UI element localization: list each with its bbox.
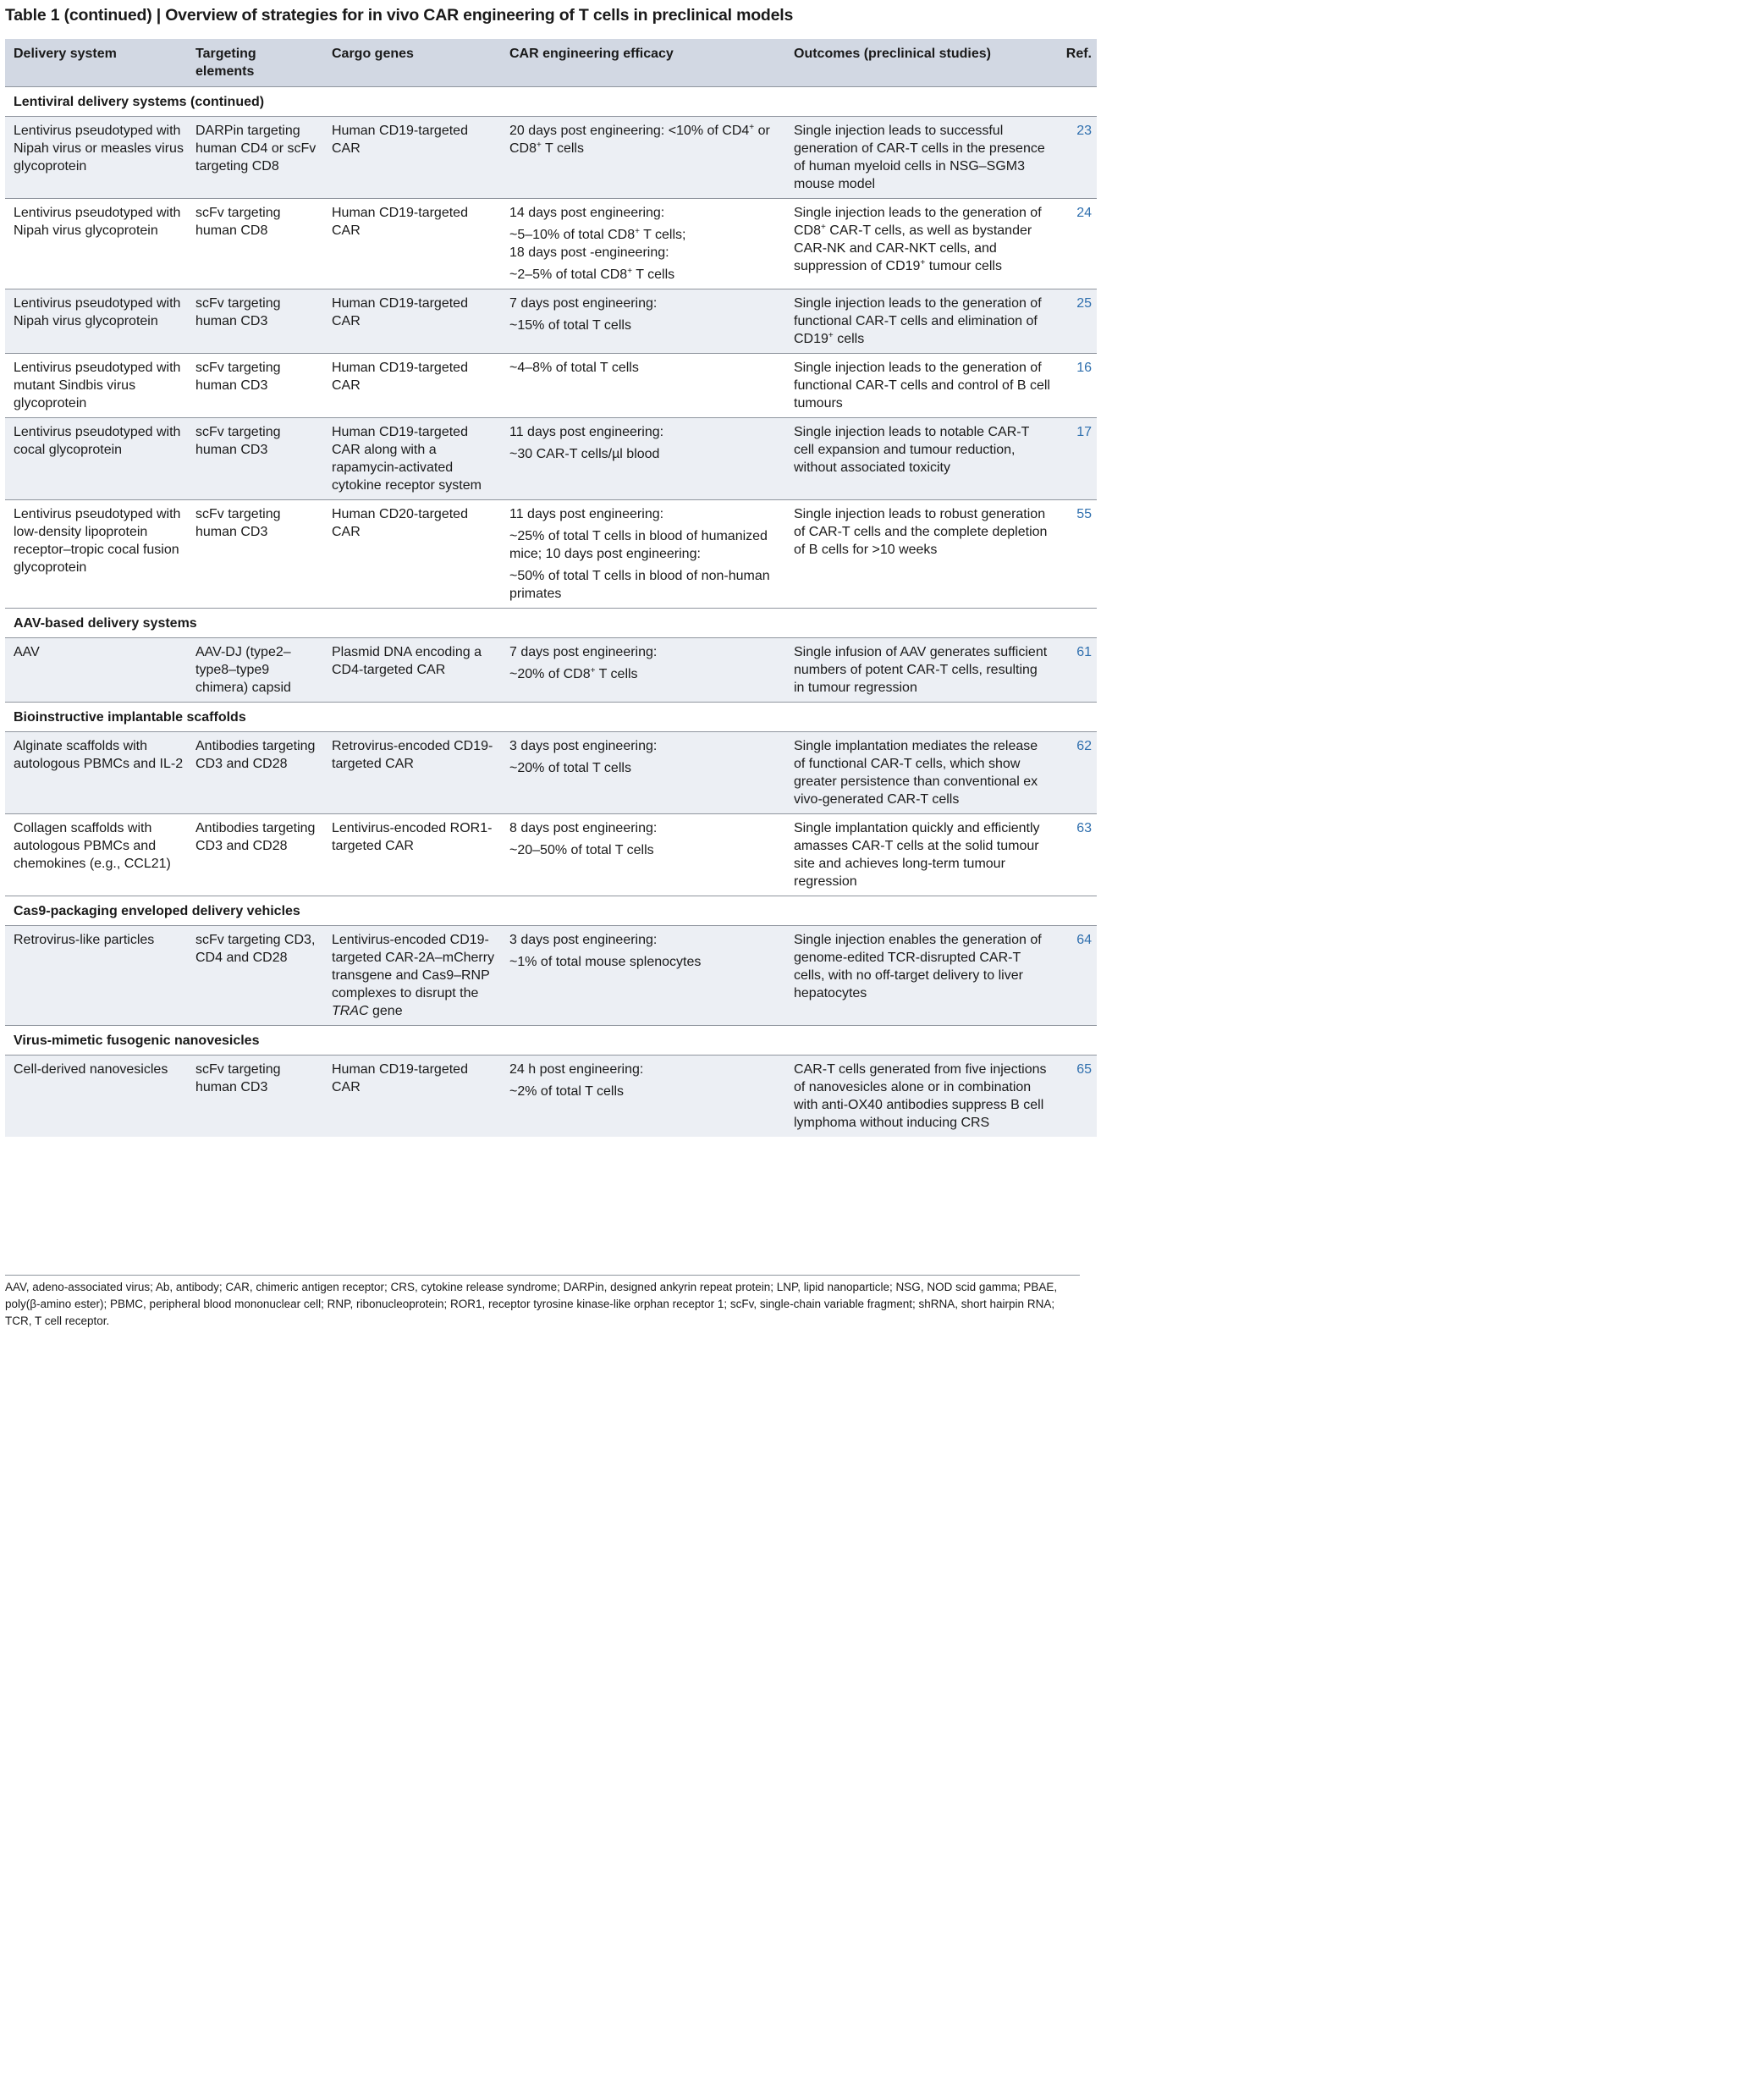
cell-cargo-genes: Human CD20-targeted CAR bbox=[323, 500, 501, 609]
table-row bbox=[5, 732, 1097, 814]
cell-cargo-genes: Retrovirus-encoded CD19-targeted CAR bbox=[323, 732, 501, 814]
cell-delivery-system: Lentivirus pseudotyped with cocal glycoprotein bbox=[5, 418, 187, 500]
cell-targeting-elements: scFv targeting human CD3 bbox=[187, 1056, 323, 1138]
cell-efficacy: 7 days post engineering: ~20% of CD8+ T cells bbox=[501, 638, 785, 703]
section-nanovesicles: Virus-mimetic fusogenic nanovesicles bbox=[5, 1026, 1097, 1056]
cell-outcome: Single injection leads to notable CAR-T cell expansion and tumour reduction, without associated toxicity bbox=[785, 418, 1054, 500]
table-row bbox=[5, 117, 1097, 199]
cell-outcome: Single implantation quickly and efficiently amasses CAR-T cells at the solid tumour site and achieves long-term tumour regression bbox=[785, 814, 1054, 896]
cell-cargo-genes: Human CD19-targeted CAR bbox=[323, 354, 501, 418]
section-aav: AAV-based delivery systems bbox=[5, 609, 1097, 638]
table-footnote: AAV, adeno-associated virus; Ab, antibody; CAR, chimeric antigen receptor; CRS, cytokine release syndrome; DARPin, designed ankyrin repeat protein; LNP, lipid nanoparticle; NSG, NOD scid gamma; PBAE, poly(β-amino ester); PBMC, peripheral blood mononuclear cell; RNP, ribonucleoprotein; ROR1, receptor tyrosine kinase-like orphan receptor 1; scFv, single-chain variable fragment; shRNA, short hairpin RNA; TCR, T cell receptor. bbox=[5, 1275, 1080, 1330]
cell-efficacy: 11 days post engineering: ~25% of total T cells in blood of humanized mice; 10 days post engineering: ~50% of total T cells in blood of non-human primates bbox=[501, 500, 785, 609]
header-outcomes: Outcomes (preclinical studies) bbox=[794, 47, 991, 61]
cell-targeting-elements: AAV-DJ (type2–type8–type9 chimera) capsid bbox=[187, 638, 323, 703]
header-ref: Ref. bbox=[1065, 47, 1092, 61]
cell-delivery-system: Collagen scaffolds with autologous PBMCs and chemokines (e.g., CCL21) bbox=[5, 814, 187, 896]
cell-delivery-system: Lentivirus pseudotyped with low-density lipoprotein receptor–tropic cocal fusion glycoprotein bbox=[5, 500, 187, 609]
cell-cargo-genes: Plasmid DNA encoding a CD4-targeted CAR bbox=[323, 638, 501, 703]
cell-delivery-system: Retrovirus-like particles bbox=[5, 926, 187, 1026]
cell-targeting-elements: Antibodies targeting CD3 and CD28 bbox=[187, 814, 323, 896]
cell-outcome: Single injection leads to robust generation of CAR-T cells and the complete depletion of B cells for >10 weeks bbox=[785, 500, 1054, 609]
ref-link[interactable]: 16 bbox=[1054, 354, 1097, 418]
cell-outcome: Single injection leads to successful generation of CAR-T cells in the presence of human myeloid cells in NSG–SGM3 mouse model bbox=[785, 117, 1054, 199]
ref-link[interactable]: 25 bbox=[1054, 289, 1097, 354]
cell-efficacy: 3 days post engineering: ~20% of total T cells bbox=[501, 732, 785, 814]
table-row bbox=[5, 926, 1097, 1026]
cell-outcome: Single injection leads to the generation of functional CAR-T cells and elimination of CD19+ cells bbox=[785, 289, 1054, 354]
ref-link[interactable]: 63 bbox=[1054, 814, 1097, 896]
cell-cargo-genes: Human CD19-targeted CAR bbox=[323, 289, 501, 354]
strategies-table bbox=[5, 39, 1097, 1137]
section-row bbox=[5, 896, 1097, 926]
cell-outcome: Single injection leads to the generation of CD8+ CAR-T cells, as well as bystander CAR-NK and CAR-NKT cells, and suppression of CD19+ tumour cells bbox=[785, 199, 1054, 289]
cell-targeting-elements: DARPin targeting human CD4 or scFv targeting CD8 bbox=[187, 117, 323, 199]
ref-link[interactable]: 65 bbox=[1054, 1056, 1097, 1138]
header-cargo-genes: Cargo genes bbox=[332, 47, 414, 61]
section-row bbox=[5, 609, 1097, 638]
cell-targeting-elements: scFv targeting human CD3 bbox=[187, 354, 323, 418]
cell-targeting-elements: scFv targeting human CD3 bbox=[187, 500, 323, 609]
table-row bbox=[5, 418, 1097, 500]
header-targeting-elements: Targeting elements bbox=[195, 47, 256, 79]
table-row bbox=[5, 289, 1097, 354]
table-row bbox=[5, 1056, 1097, 1138]
table-row bbox=[5, 500, 1097, 609]
section-scaffolds: Bioinstructive implantable scaffolds bbox=[5, 703, 1097, 732]
header-delivery-system: Delivery system bbox=[14, 47, 117, 61]
cell-cargo-genes: Lentivirus-encoded CD19-targeted CAR-2A–mCherry transgene and Cas9–RNP complexes to disrupt the TRAC gene bbox=[323, 926, 501, 1026]
cell-efficacy: 11 days post engineering: ~30 CAR-T cells/µl blood bbox=[501, 418, 785, 500]
ref-link[interactable]: 62 bbox=[1054, 732, 1097, 814]
cell-efficacy: 7 days post engineering: ~15% of total T cells bbox=[501, 289, 785, 354]
cell-cargo-genes: Lentivirus-encoded ROR1-targeted CAR bbox=[323, 814, 501, 896]
cell-efficacy: 20 days post engineering: <10% of CD4+ or CD8+ T cells bbox=[501, 117, 785, 199]
header-car-engineering-efficacy: CAR engineering efficacy bbox=[509, 47, 674, 61]
cell-cargo-genes: Human CD19-targeted CAR along with a rapamycin-activated cytokine receptor system bbox=[323, 418, 501, 500]
cell-efficacy: 3 days post engineering: ~1% of total mouse splenocytes bbox=[501, 926, 785, 1026]
cell-targeting-elements: Antibodies targeting CD3 and CD28 bbox=[187, 732, 323, 814]
table-row bbox=[5, 638, 1097, 703]
ref-link[interactable]: 24 bbox=[1054, 199, 1097, 289]
cell-delivery-system: Lentivirus pseudotyped with Nipah virus glycoprotein bbox=[5, 199, 187, 289]
cell-delivery-system: Lentivirus pseudotyped with Nipah virus glycoprotein bbox=[5, 289, 187, 354]
ref-link[interactable]: 17 bbox=[1054, 418, 1097, 500]
ref-link[interactable]: 55 bbox=[1054, 500, 1097, 609]
ref-link[interactable]: 64 bbox=[1054, 926, 1097, 1026]
cell-cargo-genes: Human CD19-targeted CAR bbox=[323, 199, 501, 289]
cell-targeting-elements: scFv targeting human CD3 bbox=[187, 418, 323, 500]
cell-outcome: Single injection enables the generation of genome-edited TCR-disrupted CAR-T cells, with no off-target delivery to liver hepatocytes bbox=[785, 926, 1054, 1026]
ref-link[interactable]: 61 bbox=[1054, 638, 1097, 703]
cell-cargo-genes: Human CD19-targeted CAR bbox=[323, 117, 501, 199]
section-cas9: Cas9-packaging enveloped delivery vehicles bbox=[5, 896, 1097, 926]
table-row bbox=[5, 354, 1097, 418]
section-lentiviral: Lentiviral delivery systems (continued) bbox=[5, 87, 1097, 117]
cell-outcome: CAR-T cells generated from five injections of nanovesicles alone or in combination with anti-OX40 antibodies suppress B cell lymphoma without inducing CRS bbox=[785, 1056, 1054, 1138]
cell-delivery-system: AAV bbox=[5, 638, 187, 703]
section-row bbox=[5, 87, 1097, 117]
table-row bbox=[5, 814, 1097, 896]
header-row bbox=[5, 39, 1097, 87]
cell-delivery-system: Lentivirus pseudotyped with mutant Sindbis virus glycoprotein bbox=[5, 354, 187, 418]
cell-delivery-system: Alginate scaffolds with autologous PBMCs and IL-2 bbox=[5, 732, 187, 814]
cell-efficacy: 8 days post engineering: ~20–50% of total T cells bbox=[501, 814, 785, 896]
page bbox=[0, 0, 1100, 1327]
table-row bbox=[5, 199, 1097, 289]
table-title: Table 1 (continued) | Overview of strategies for in vivo CAR engineering of T cells in preclinical models bbox=[5, 6, 794, 25]
cell-delivery-system: Lentivirus pseudotyped with Nipah virus or measles virus glycoprotein bbox=[5, 117, 187, 199]
cell-outcome: Single injection leads to the generation of functional CAR-T cells and control of B cell tumours bbox=[785, 354, 1054, 418]
cell-targeting-elements: scFv targeting human CD8 bbox=[187, 199, 323, 289]
ref-link[interactable]: 23 bbox=[1054, 117, 1097, 199]
cell-cargo-genes: Human CD19-targeted CAR bbox=[323, 1056, 501, 1138]
section-row bbox=[5, 703, 1097, 732]
cell-outcome: Single implantation mediates the release of functional CAR-T cells, which show greater persistence than conventional ex vivo-generated CAR-T cells bbox=[785, 732, 1054, 814]
cell-targeting-elements: scFv targeting human CD3 bbox=[187, 289, 323, 354]
cell-efficacy: 24 h post engineering: ~2% of total T cells bbox=[501, 1056, 785, 1138]
cell-delivery-system: Cell-derived nanovesicles bbox=[5, 1056, 187, 1138]
cell-efficacy: ~4–8% of total T cells bbox=[501, 354, 785, 418]
cell-efficacy: 14 days post engineering: ~5–10% of total CD8+ T cells; 18 days post -engineering: ~2–5% of total CD8+ T cells bbox=[501, 199, 785, 289]
cell-outcome: Single infusion of AAV generates sufficient numbers of potent CAR-T cells, resulting in tumour regression bbox=[785, 638, 1054, 703]
cell-targeting-elements: scFv targeting CD3, CD4 and CD28 bbox=[187, 926, 323, 1026]
section-row bbox=[5, 1026, 1097, 1056]
